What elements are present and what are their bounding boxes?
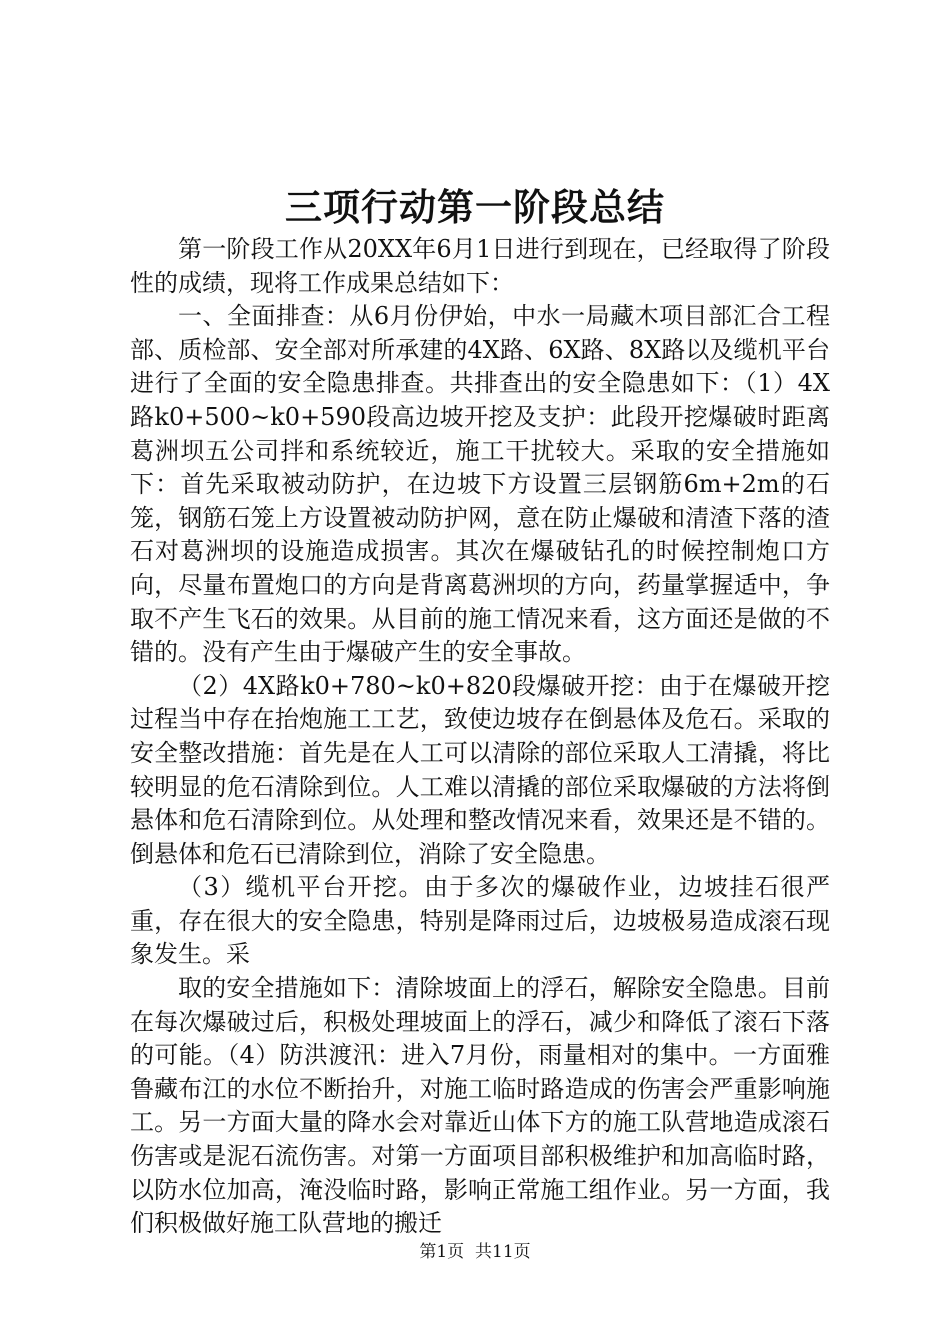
document-title: 三项行动第一阶段总结: [285, 186, 665, 229]
document-body: [130, 233, 830, 1241]
paragraph-intro: 第一阶段工作从20XX年6月1日进行到现在，已经取得了阶段性的成绩，现将工作成果总结如下：: [130, 235, 830, 297]
paragraph-inspection: 一、全面排查：从6月份伊始，中水一局藏木项目部汇合工程部、质检部、安全部对所承建的4X路、6X路、8X路以及缆机平台进行了全面的安全隐患排查。共排查出的安全隐患如下：（1）4X路k0+500~k0+590段高边坡开挖及支护：此段开挖爆破时距离葛洲坝五公司拌和系统较近，施工干扰较大。采取的安全措施如下：首先采取被动防护，在边坡下方设置三层钢筋6m+2m的石笼，钢筋石笼上方设置被动防护网，意在防止爆破和清渣下落的渣石对葛洲坝的设施造成损害。其次在爆破钻孔的时候控制炮口方向，尽量布置炮口的方向是背离葛洲坝的方向，药量掌握适中，争取不产生飞石的效果。从目前的施工情况来看，这方面还是做的不错的。没有产生由于爆破产生的安全事故。: [130, 302, 830, 667]
paragraph-item-3: （3）缆机平台开挖。由于多次的爆破作业，边坡挂石很严重，存在很大的安全隐患，特别是降雨过后，边坡极易造成滚石现象发生。采: [130, 873, 830, 969]
page-footer: [0, 1240, 950, 1264]
paragraph-item-2: （2）4X路k0+780~k0+820段爆破开挖：由于在爆破开挖过程当中存在抬炮施工工艺，致使边坡存在倒悬体及危石。采取的安全整改措施：首先是在人工可以清除的部位采取人工清撬，将比较明显的危石清除到位。人工难以清撬的部位采取爆破的方法将倒悬体和危石清除到位。从处理和整改情况来看，效果还是不错的。倒悬体和危石已清除到位，消除了安全隐患。: [130, 671, 830, 868]
page-total: 共11页: [475, 1242, 531, 1262]
paragraph-measures: 取的安全措施如下：清除坡面上的浮石，解除安全隐患。目前在每次爆破过后，积极处理坡面上的浮石，减少和降低了滚石下落的可能。（4）防洪渡汛：进入7月份，雨量相对的集中。一方面雅鲁藏布江的水位不断抬升，对施工临时路造成的伤害会严重影响施工。另一方面大量的降水会对靠近山体下方的施工队营地造成滚石伤害或是泥石流伤害。对第一方面项目部积极维护和加高临时路，以防水位加高，淹没临时路，影响正常施工组作业。另一方面，我们积极做好施工队营地的搬迁: [130, 974, 830, 1238]
page-number: 第1页: [419, 1242, 465, 1262]
